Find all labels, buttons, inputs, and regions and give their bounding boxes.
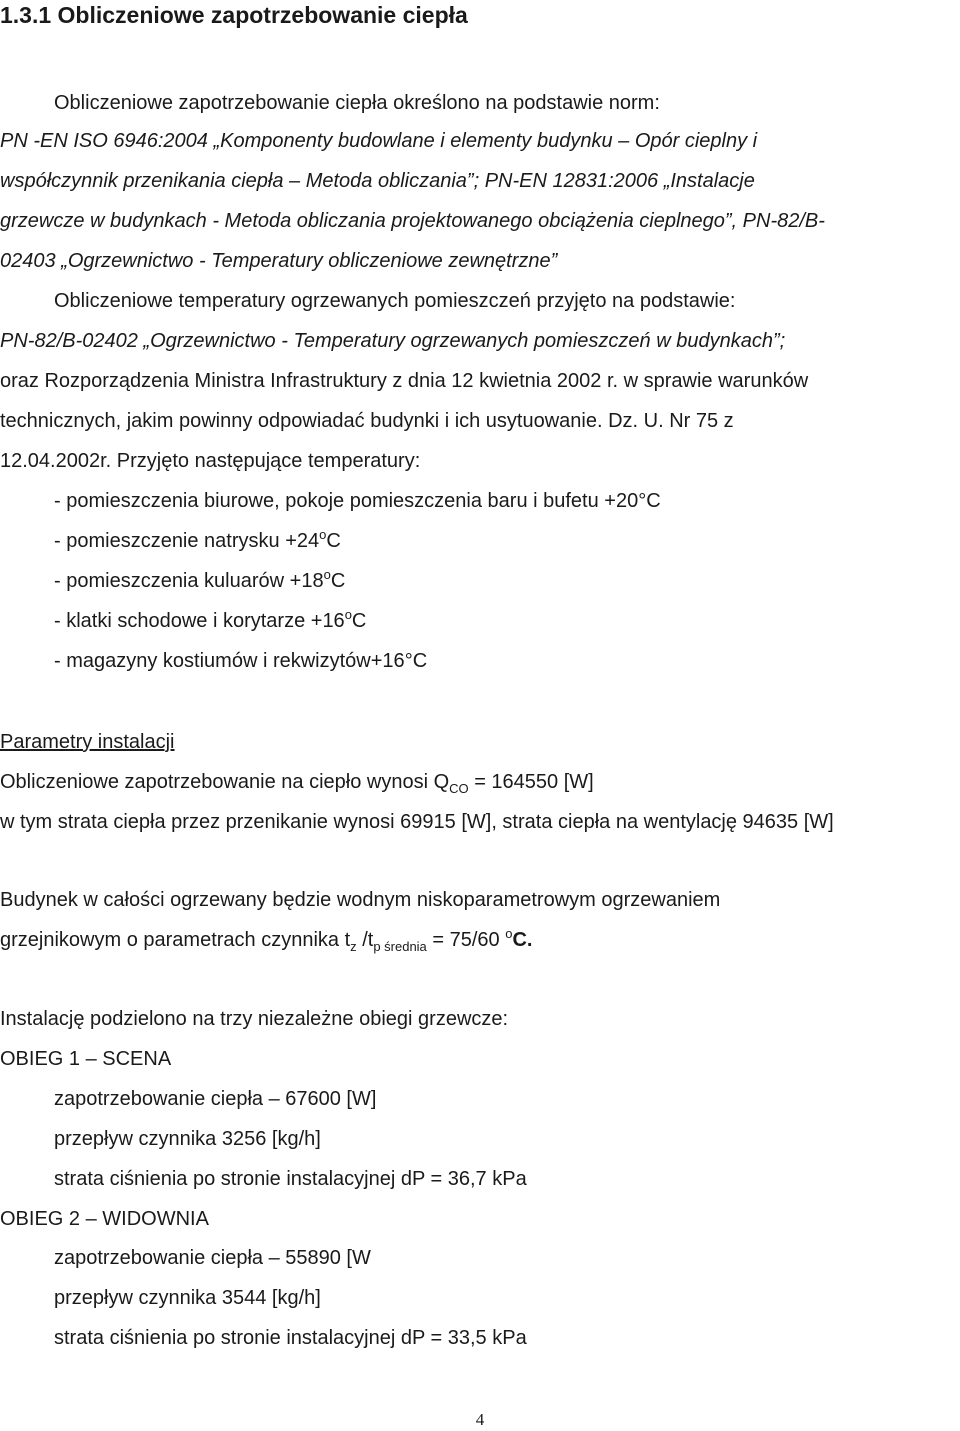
section-heading: 1.3.1 Obliczeniowe zapotrzebowanie ciepła xyxy=(0,2,468,28)
circuit-name: OBIEG 2 – WIDOWNIA xyxy=(0,1208,209,1230)
temps-norm: PN-82/B-02402 „Ogrzewnictwo - Temperatury ogrzewanych pomieszczeń w budynkach”; xyxy=(0,330,786,352)
temperature-item: - magazyny kostiumów i rekwizytów+16°C xyxy=(54,650,428,672)
temperature-item: - klatki schodowe i korytarze $+16^oC$ xyxy=(54,607,367,632)
circuit-flow: przepływ czynnika 3544 [kg/h] xyxy=(54,1287,321,1309)
regulation-line: technicznych, jakim powinny odpowiadać budynki i ich usytuowanie. Dz. U. Nr 75 z xyxy=(0,410,734,432)
norms-line: 02403 „Ogrzewnictwo - Temperatury obliczeniowe zewnętrzne” xyxy=(0,250,558,272)
heat-losses: w tym strata ciepła przez przenikanie wynosi 69915 [W], strata ciepła na wentylację 94635 [W] xyxy=(0,811,834,833)
circuits-intro: Instalację podzielono na trzy niezależne obiegi grzewcze: xyxy=(0,1008,509,1030)
heat-demand: Obliczeniowe zapotrzebowanie na ciepło wynosi $Q_{CO} = 164550$ [W] xyxy=(0,771,594,796)
circuit-pressure: strata ciśnienia po stronie instalacyjnej dP = 36,7 kPa xyxy=(54,1168,527,1190)
regulation-line: oraz Rozporządzenia Ministra Infrastruktury z dnia 12 kwietnia 2002 r. w sprawie warunków xyxy=(0,370,809,392)
page-number: 4 xyxy=(475,1410,485,1429)
temperature-item: - pomieszczenia biurowe, pokoje pomieszczenia baru i bufetu +20°C xyxy=(54,490,661,512)
circuit-flow: przepływ czynnika 3256 [kg/h] xyxy=(54,1128,321,1150)
circuit-name: OBIEG 1 – SCENA xyxy=(0,1048,172,1070)
circuit-pressure: strata ciśnienia po stronie instalacyjnej dP = 33,5 kPa xyxy=(54,1327,527,1349)
params-title: Parametry instalacji xyxy=(0,731,175,753)
temps-intro: Obliczeniowe temperatury ogrzewanych pomieszczeń przyjęto na podstawie: xyxy=(54,290,736,312)
temperature-item: - pomieszczenie natrysku $+24^oC$ xyxy=(54,527,341,552)
heating-parameters: grzejnikowym o parametrach czynnika $t_z$ $/t_{p średnia} = 75/60$ $^o$C. xyxy=(0,926,533,954)
temperature-item: - pomieszczenia kuluarów $+18^oC$ xyxy=(54,567,346,592)
norms-intro: Obliczeniowe zapotrzebowanie ciepła określono na podstawie norm: xyxy=(54,92,660,114)
norms-line: grzewcze w budynkach - Metoda obliczania projektowanego obciążenia cieplnego”, PN-82/B- xyxy=(0,210,825,232)
norms-line: PN -EN ISO 6946:2004 „Komponenty budowlane i elementy budynku – Opór cieplny i xyxy=(0,130,758,152)
heating-description: Budynek w całości ogrzewany będzie wodnym niskoparametrowym ogrzewaniem xyxy=(0,889,721,911)
circuit-demand: zapotrzebowanie ciepła – 55890 [W xyxy=(54,1247,371,1269)
regulation-line: 12.04.2002r. Przyjęto następujące temperatury: xyxy=(0,450,421,472)
norms-line: współczynnik przenikania ciepła – Metoda obliczania”; PN-EN 12831:2006 „Instalacje xyxy=(0,170,755,192)
circuit-demand: zapotrzebowanie ciepła – 67600 [W] xyxy=(54,1088,377,1110)
